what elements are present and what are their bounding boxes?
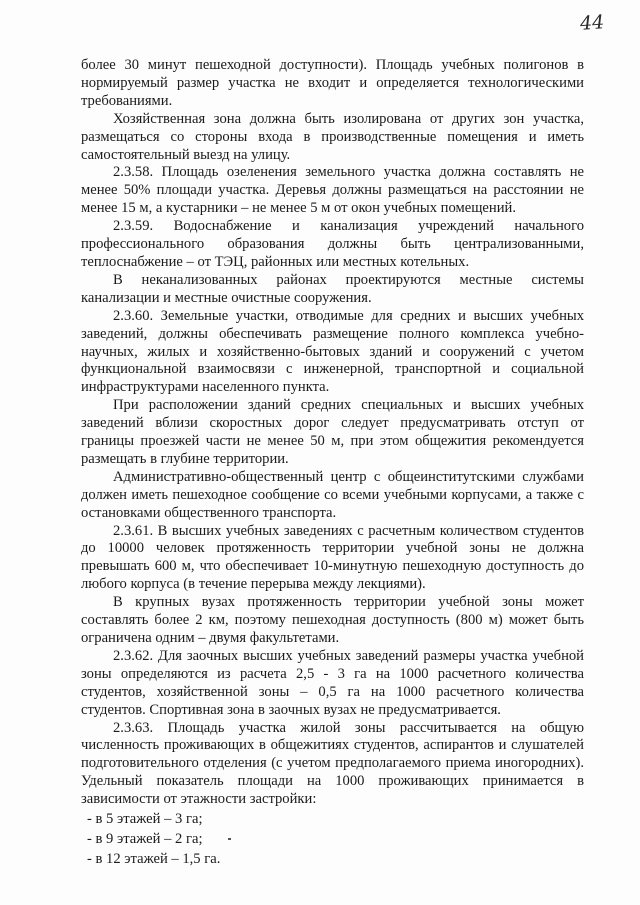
paragraph: 2.3.62. Для заочных высших учебных заведений размеры участка учебной зоны определяются из расчета 2,5 - 3 га на 1000 расчетного количества студентов, хозяйственной зоны – 0,5 га на 1000 расчетного количества студентов. Спортивная зона в заочных вузах не предусматривается.	[81, 647, 584, 718]
paragraph: 2.3.60. Земельные участки, отводимые для средних и высших учебных заведений, должны обеспечивать размещение полного комплекса учебно-научных, жилых и хозяйственно-бытовых зданий и сооружений с учетом функциональной взаимосвязи с инженерной, транспортной и социальной инфраструктурами населенного пункта.	[81, 307, 584, 396]
list-item: - в 5 этажей – 3 га;	[87, 811, 203, 828]
paragraph: В неканализованных районах проектируются местные системы канализации и местные очистные сооружения.	[81, 271, 584, 306]
document-body	[81, 57, 584, 869]
paragraph: 2.3.59. Водоснабжение и канализация учреждений начального профессионального образования должны быть централизованными, теплоснабжение – от ТЭЦ, районных или местных котельных.	[81, 218, 584, 270]
list-item: - в 12 этажей – 1,5 га.	[87, 850, 221, 867]
paragraph: 2.3.58. Площадь озеленения земельного участка должна составлять не менее 50% площади участка. Деревья должны размещаться на расстоянии не менее 15 м, а кустарники – не менее 5 м от окон учебных помещений.	[81, 164, 584, 217]
scan-artifact	[228, 838, 231, 840]
paragraph: более 30 минут пешеходной доступности). Площадь учебных полигонов в нормируемый размер участка не входит и определяется технологическими требованиями.	[81, 57, 584, 109]
paragraph: 2.3.61. В высших учебных заведениях с расчетным количеством студентов до 10000 человек протяженность территории учебной зоны не должна превышать 600 м, что обеспечивает 10-минутную пешеходную доступность до любого корпуса (в течение перерыва между лекциями).	[81, 522, 584, 593]
list-item: - в 9 этажей – 2 га;	[87, 830, 203, 847]
page-number: 44	[579, 11, 605, 35]
paragraph: При расположении зданий средних специальных и высших учебных заведений вблизи скоростных дорог следует предусматривать отступ от границы проезжей части не менее 50 м, при этом общежития рекомендуется размещать в глубине территории.	[81, 397, 584, 467]
paragraph: 2.3.63. Площадь участка жилой зоны рассчитывается на общую численность проживающих в общежитиях студентов, аспирантов и слушателей подготовительного отделения (с учетом предполагаемого приема иногородних). Удельный показатель площади на 1000 проживающих принимается в зависимости от этажности застройки:	[81, 719, 584, 808]
paragraph: Административно-общественный центр с общеинститутскими службами должен иметь пешеходное сообщение со всеми учебными корпусами, а также с остановками общественного транспорта.	[81, 468, 584, 521]
paragraph: Хозяйственная зона должна быть изолирована от других зон участка, размещаться со стороны входа в производственные помещения и иметь самостоятельный выезд на улицу.	[81, 110, 584, 163]
paragraph: В крупных вузах протяженность территории учебной зоны может составлять более 2 км, поэтому пешеходная доступность (800 м) может быть ограничена одним – двумя факультетами.	[81, 594, 584, 646]
